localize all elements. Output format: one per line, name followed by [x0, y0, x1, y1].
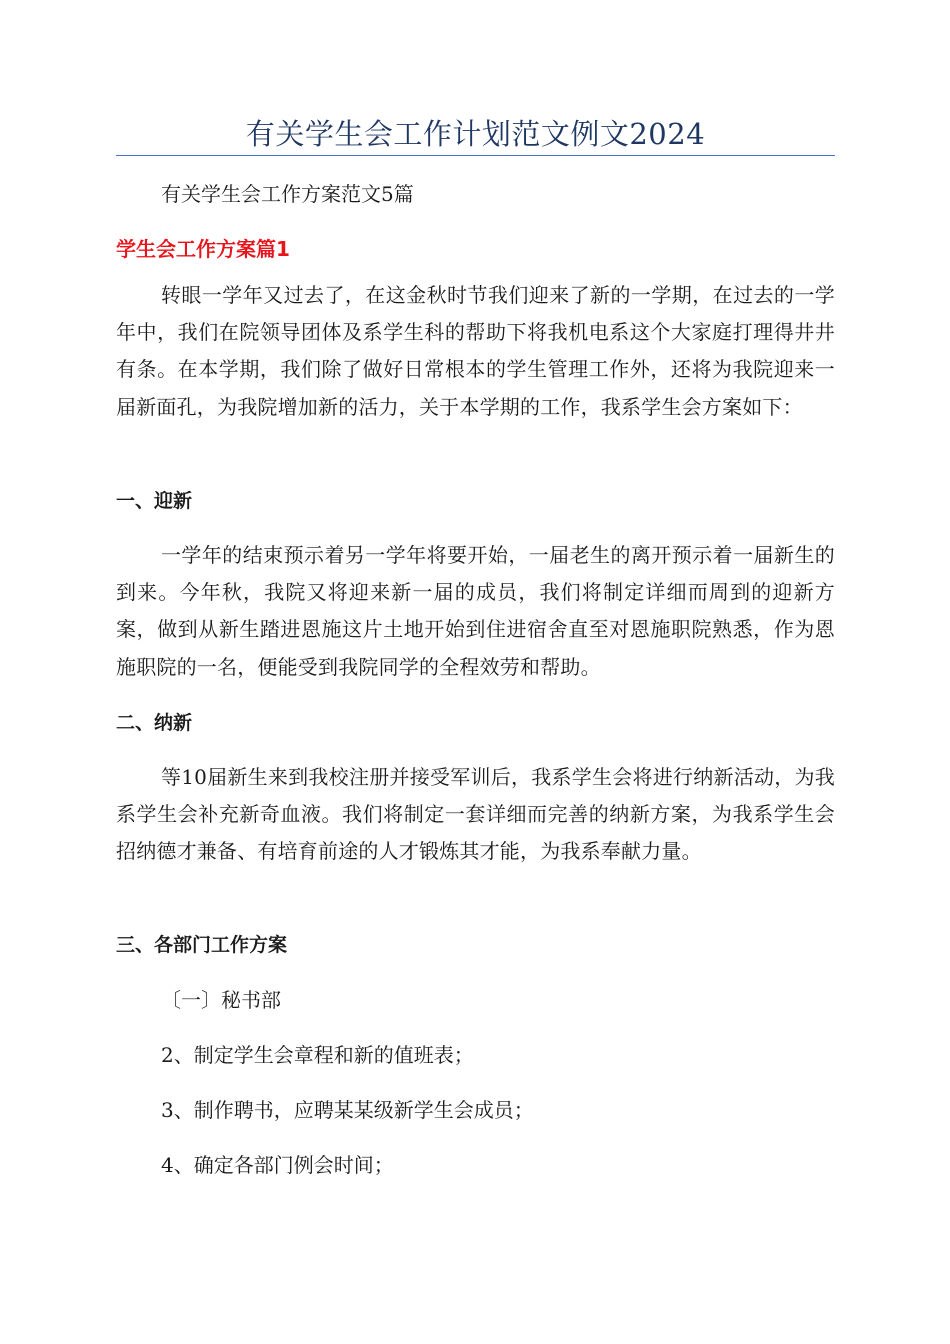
intro-paragraph: 转眼一学年又过去了，在这金秋时节我们迎来了新的一学期，在过去的一学年中，我们在院领导团体及系学生科的帮助下将我机电系这个大家庭打理得井井有条。在本学期，我们除了做好日常根本的学生管理工作外，还将为我院迎来一届新面孔，为我院增加新的活力，关于本学期的工作，我系学生会方案如下： [116, 283, 835, 419]
title-underline [116, 155, 835, 156]
section-title: 学生会工作方案篇1 [116, 237, 290, 261]
list-item: 3、制作聘书，应聘某某级新学生会成员； [161, 1098, 534, 1122]
document-title: 有关学生会工作计划范文例文2024 [245, 117, 706, 151]
list-item: 4、确定各部门例会时间； [161, 1153, 394, 1177]
heading-recruitment: 二、纳新 [116, 712, 193, 734]
paragraph-recruitment: 等10届新生来到我校注册并接受军训后，我系学生会将进行纳新活动，为我系学生会补充新奇血液。我们将制定一套详细而完善的纳新方案，为我系学生会招纳德才兼备、有培育前途的人才锻炼其才能，为我系奉献力量。 [116, 765, 835, 864]
list-item: 2、制定学生会章程和新的值班表； [161, 1043, 474, 1067]
paragraph-welcome-freshmen: 一学年的结束预示着另一学年将要开始，一届老生的离开预示着一届新生的到来。今年秋，我院又将迎来新一届的成员，我们将制定详细而周到的迎新方案，做到从新生踏进恩施这片土地开始到住进宿舍直至对恩施职院熟悉，作为恩施职院的一名，便能受到我院同学的全程效劳和帮助。 [116, 543, 835, 679]
list-item: 〔一〕秘书部 [161, 988, 281, 1012]
heading-department-plans: 三、各部门工作方案 [116, 934, 288, 956]
heading-welcome-freshmen: 一、迎新 [116, 490, 193, 512]
document-subtitle: 有关学生会工作方案范文5篇 [161, 182, 414, 206]
